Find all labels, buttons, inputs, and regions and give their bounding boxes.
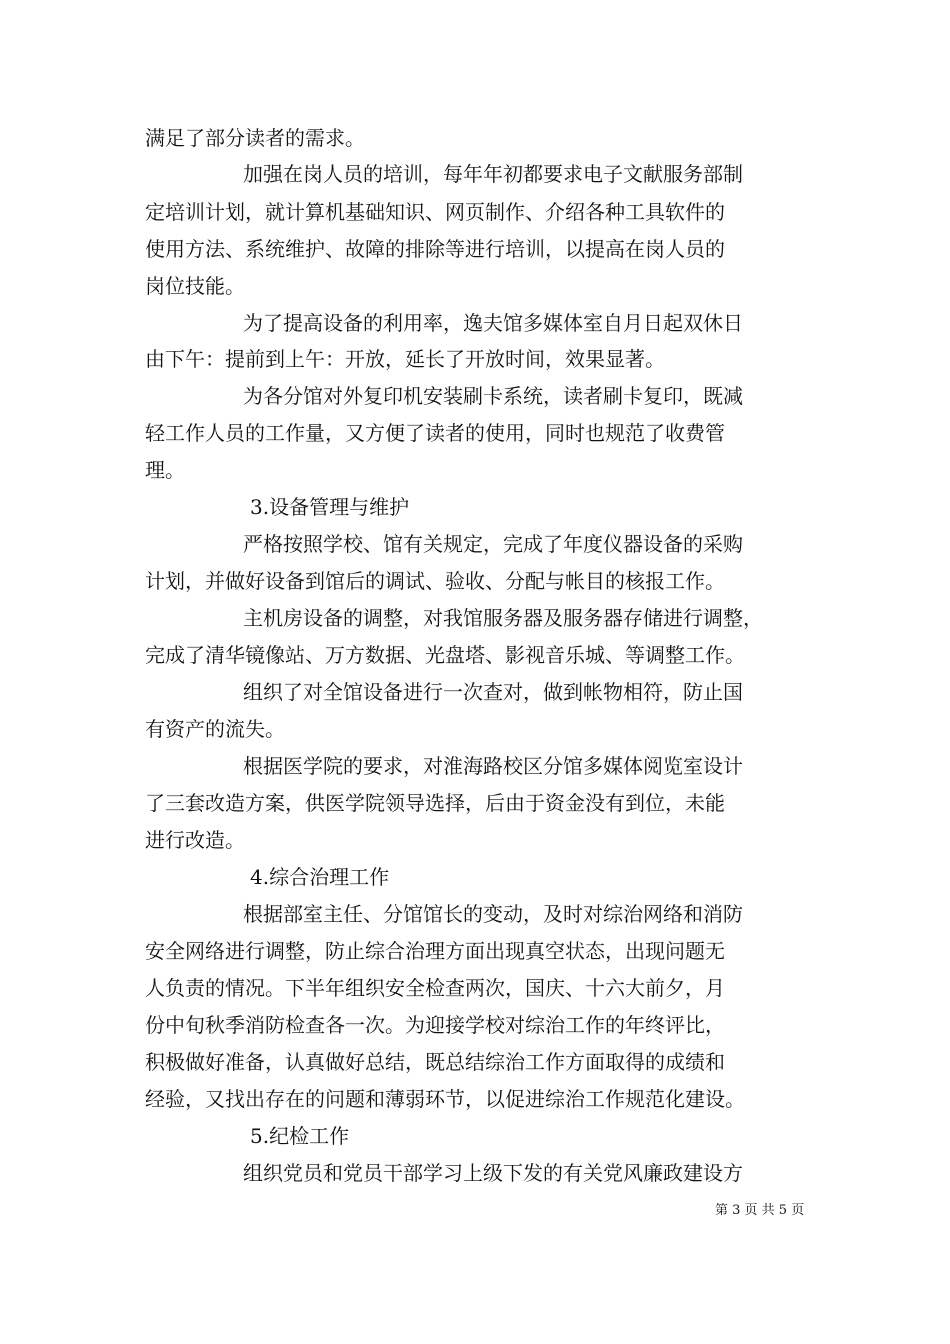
text-line: 有资产的流失。 xyxy=(145,717,285,741)
text-line: 满足了部分读者的需求。 xyxy=(145,126,365,150)
text-line: 轻工作人员的工作量，又方便了读者的使用，同时也规范了收费管 xyxy=(145,421,725,445)
page-number: 第 3 页 共 5 页 xyxy=(715,1203,805,1218)
text-line: 了三套改造方案，供医学院领导选择，后由于资金没有到位，未能 xyxy=(145,791,725,815)
text-line: 理。 xyxy=(145,458,185,482)
section-heading: 4.综合治理工作 xyxy=(250,865,390,889)
text-line: 经验，又找出存在的问题和薄弱环节，以促进综治工作规范化建设。 xyxy=(145,1087,745,1111)
text-line: 使用方法、系统维护、故障的排除等进行培训，以提高在岗人员的 xyxy=(145,237,725,261)
text-line: 根据部室主任、分馆馆长的变动，及时对综治网络和消防 xyxy=(243,902,743,926)
text-line: 组织党员和党员干部学习上级下发的有关党风廉政建设方 xyxy=(243,1161,743,1185)
text-line: 定培训计划，就计算机基础知识、网页制作、介绍各种工具软件的 xyxy=(145,200,725,224)
text-line: 组织了对全馆设备进行一次查对，做到帐物相符，防止国 xyxy=(243,680,743,704)
text-line: 进行改造。 xyxy=(145,828,245,852)
text-line: 为了提高设备的利用率，逸夫馆多媒体室自月日起双休日 xyxy=(243,311,743,335)
text-line: 加强在岗人员的培训，每年年初都要求电子文献服务部制 xyxy=(243,162,743,186)
section-heading: 3.设备管理与维护 xyxy=(250,495,410,519)
section-heading: 5.纪检工作 xyxy=(250,1124,350,1148)
text-line: 严格按照学校、馆有关规定，完成了年度仪器设备的采购 xyxy=(243,532,743,556)
text-line: 安全网络进行调整，防止综合治理方面出现真空状态，出现问题无 xyxy=(145,939,725,963)
text-line: 积极做好准备，认真做好总结，既总结综治工作方面取得的成绩和 xyxy=(145,1050,725,1074)
text-line: 份中旬秋季消防检查各一次。为迎接学校对综治工作的年终评比， xyxy=(145,1013,725,1037)
text-line: 主机房设备的调整，对我馆服务器及服务器存储进行调整， xyxy=(243,606,763,630)
text-line: 岗位技能。 xyxy=(145,274,245,298)
text-line: 人负责的情况。下半年组织安全检查两次，国庆、十六大前夕，月 xyxy=(145,976,725,1000)
text-line: 由下午：提前到上午：开放，延长了开放时间，效果显著。 xyxy=(145,347,665,371)
text-line: 根据医学院的要求，对淮海路校区分馆多媒体阅览室设计 xyxy=(243,754,743,778)
text-line: 完成了清华镜像站、万方数据、光盘塔、影视音乐城、等调整工作。 xyxy=(145,643,745,667)
text-line: 为各分馆对外复印机安装刷卡系统，读者刷卡复印，既减 xyxy=(243,384,743,408)
text-line: 计划，并做好设备到馆后的调试、验收、分配与帐目的核报工作。 xyxy=(145,569,725,593)
